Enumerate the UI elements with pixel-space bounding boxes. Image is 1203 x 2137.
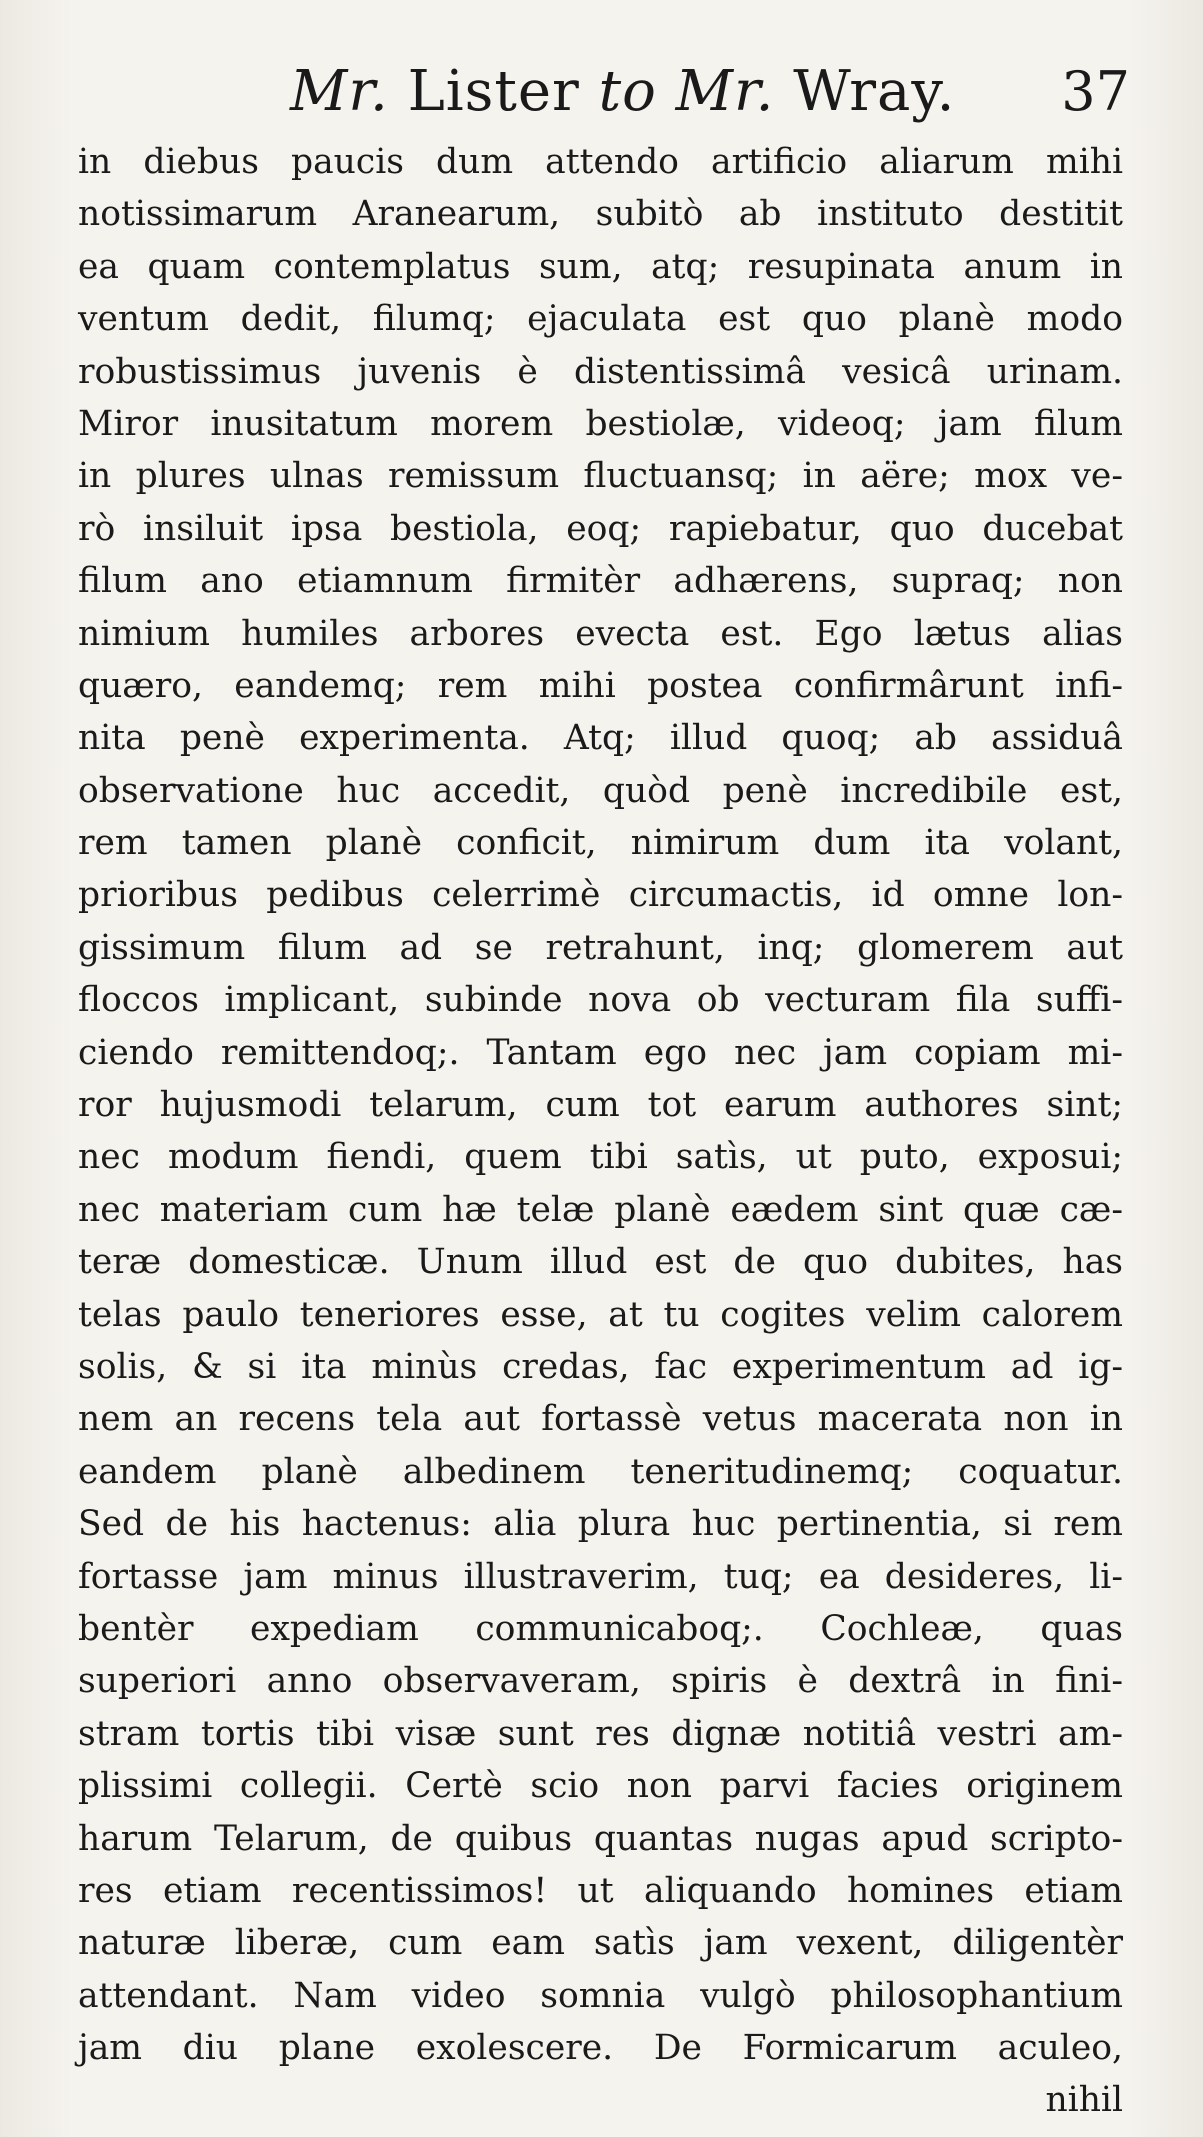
running-title-wray: Wray. bbox=[774, 59, 956, 124]
text-line: prioribus pedibus celerrimè circumactis, id omne lon- bbox=[78, 875, 1123, 916]
text-line: gissimum filum ad se retrahunt, inq; glomerem aut bbox=[78, 927, 1123, 968]
text-line: naturæ liberæ, cum eam satìs jam vexent, diligentèr bbox=[78, 1923, 1123, 1964]
text-line: telas paulo teneriores esse, at tu cogites velim calorem bbox=[78, 1294, 1123, 1335]
text-line: ciendo remittendoq;. Tantam ego nec jam copiam mi- bbox=[78, 1032, 1123, 1073]
text-line: harum Telarum, de quibus quantas nugas apud scripto- bbox=[78, 1818, 1123, 1859]
running-head bbox=[80, 52, 1130, 132]
running-title-lister: Lister bbox=[388, 59, 599, 124]
page-number: 37 bbox=[1061, 60, 1130, 123]
text-line: stram tortis tibi visæ sunt res dignæ notitiâ vestri am- bbox=[78, 1713, 1123, 1754]
text-line: attendant. Nam video somnia vulgò philosophantium bbox=[78, 1975, 1123, 2016]
text-line: superiori anno observaveram, spiris è dextrâ in fini- bbox=[78, 1661, 1123, 1702]
text-line: res etiam recentissimos! ut aliquando homines etiam bbox=[78, 1870, 1123, 1911]
running-title-space bbox=[657, 59, 676, 124]
text-line: jam diu plane exolescere. De Formicarum aculeo, bbox=[78, 2028, 1123, 2069]
text-line: floccos implicant, subinde nova ob vecturam fila suffi- bbox=[78, 980, 1123, 1021]
body-text bbox=[78, 136, 1123, 2127]
text-line: rò insiluit ipsa bestiola, eoq; rapiebatur, quo ducebat bbox=[78, 508, 1123, 549]
text-line: ror hujusmodi telarum, cum tot earum authores sint; bbox=[78, 1085, 1123, 1126]
text-line: nita penè experimenta. Atq; illud quoq; ab assiduâ bbox=[78, 718, 1123, 759]
text-line: Sed de his hactenus: alia plura huc pertinentia, si rem bbox=[78, 1504, 1123, 1545]
running-title-mr-2: Mr. bbox=[675, 59, 775, 124]
running-title-to: to bbox=[598, 59, 657, 124]
text-line: eandem planè albedinem teneritudinemq; coquatur. bbox=[78, 1451, 1123, 1492]
text-line: rem tamen planè conficit, nimirum dum ita volant, bbox=[78, 823, 1123, 864]
text-line: quæro, eandemq; rem mihi postea confirmârunt infi- bbox=[78, 665, 1123, 706]
text-line: Miror inusitatum morem bestiolæ, videoq; jam filum bbox=[78, 403, 1123, 444]
text-line: notissimarum Aranearum, subitò ab instituto destitit bbox=[78, 194, 1123, 235]
text-line: robustissimus juvenis è distentissimâ vesicâ urinam. bbox=[78, 351, 1123, 392]
running-title-mr-1: Mr. bbox=[290, 59, 389, 124]
text-line: nec materiam cum hæ telæ planè eædem sint quæ cæ- bbox=[78, 1189, 1123, 1230]
text-line: in plures ulnas remissum fluctuansq; in aëre; mox ve- bbox=[78, 456, 1123, 497]
text-line: ea quam contemplatus sum, atq; resupinata anum in bbox=[78, 246, 1123, 287]
catchword: nihil bbox=[1045, 2080, 1123, 2121]
running-title bbox=[290, 52, 955, 132]
text-line: plissimi collegii. Certè scio non parvi facies originem bbox=[78, 1766, 1123, 1807]
text-line: nem an recens tela aut fortassè vetus macerata non in bbox=[78, 1399, 1123, 1440]
text-line: solis, & si ita minùs credas, fac experimentum ad ig- bbox=[78, 1346, 1123, 1387]
text-line: ventum dedit, filumq; ejaculata est quo planè modo bbox=[78, 299, 1123, 340]
text-line: teræ domesticæ. Unum illud est de quo dubites, has bbox=[78, 1242, 1123, 1283]
text-line: nimium humiles arbores evecta est. Ego lætus alias bbox=[78, 613, 1123, 654]
text-line: in diebus paucis dum attendo artificio aliarum mihi bbox=[78, 142, 1123, 182]
text-line: filum ano etiamnum firmitèr adhærens, supraq; non bbox=[78, 561, 1123, 602]
text-line: fortasse jam minus illustraverim, tuq; ea desideres, li- bbox=[78, 1556, 1123, 1597]
text-line: bentèr expediam communicaboq;. Cochleæ, quas bbox=[78, 1608, 1123, 1649]
text-line: nec modum fiendi, quem tibi satìs, ut puto, exposui; bbox=[78, 1137, 1123, 1178]
text-line: observatione huc accedit, quòd penè incredibile est, bbox=[78, 770, 1123, 811]
